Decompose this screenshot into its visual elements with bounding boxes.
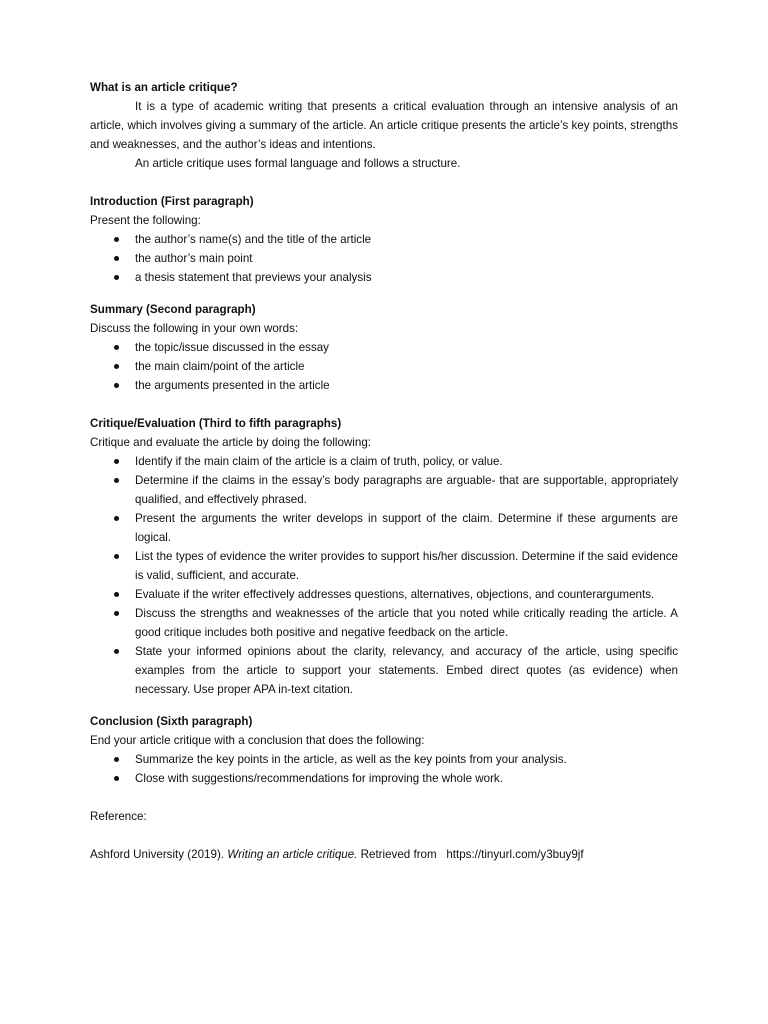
list-item: Determine if the claims in the essay’s body paragraphs are arguable- that are supportable, appropriately qualified, and effectively phrased. [90,471,678,509]
critique-lead: Critique and evaluate the article by doing the following: [90,436,372,449]
list-item: the arguments presented in the article [90,376,678,395]
heading-introduction: Introduction (First paragraph) [90,195,254,208]
list-item: the topic/issue discussed in the essay [90,338,678,357]
list-item: Evaluate if the writer effectively addresses questions, alternatives, objections, and counterarguments. [90,585,678,604]
reference-citation [90,845,678,864]
list-item: Close with suggestions/recommendations for improving the whole work. [90,769,678,788]
definition-paragraph: It is a type of academic writing that presents a critical evaluation through an intensive analysis of an article, which involves giving a summary of the article. An article critique presents the article’s key points, strengths and weaknesses, and the author’s ideas and intentions. [90,100,678,151]
summary-list [90,338,678,395]
introduction-lead: Present the following: [90,214,201,227]
list-item: Identify if the main claim of the article is a claim of truth, policy, or value. [90,452,678,471]
conclusion-list [90,750,678,788]
list-item: Summarize the key points in the article, as well as the key points from your analysis. [90,750,678,769]
citation-title: Writing an article critique. [227,848,358,861]
list-item: State your informed opinions about the clarity, relevancy, and accuracy of the article, using specific examples from the article to support your statements. Embed direct quotes (as evidence) when necessary. Use proper APA in-text citation. [90,642,678,699]
list-item: List the types of evidence the writer provides to support his/her discussion. Determine if the said evidence is valid, sufficient, and accurate. [90,547,678,585]
citation-retrieved: Retrieved from [357,848,437,861]
citation-author: Ashford University (2019). [90,848,228,861]
citation-url: https://tinyurl.com/y3buy9jf [446,848,584,861]
conclusion-lead: End your article critique with a conclusion that does the following: [90,734,425,747]
heading-conclusion: Conclusion (Sixth paragraph) [90,715,253,728]
heading-what-is-critique: What is an article critique? [90,81,238,94]
list-item: the author’s main point [90,249,678,268]
heading-summary: Summary (Second paragraph) [90,303,256,316]
reference-label: Reference: [90,810,147,823]
heading-critique-evaluation: Critique/Evaluation (Third to fifth paragraphs) [90,417,342,430]
list-item: the main claim/point of the article [90,357,678,376]
list-item: a thesis statement that previews your analysis [90,268,678,287]
list-item: Present the arguments the writer develops in support of the claim. Determine if these arguments are logical. [90,509,678,547]
critique-list [90,452,678,699]
summary-lead: Discuss the following in your own words: [90,322,299,335]
introduction-list [90,230,678,287]
structure-paragraph: An article critique uses formal language and follows a structure. [135,157,461,170]
list-item: Discuss the strengths and weaknesses of the article that you noted while critically reading the article. A good critique includes both positive and negative feedback on the article. [90,604,678,642]
list-item: the author’s name(s) and the title of the article [90,230,678,249]
